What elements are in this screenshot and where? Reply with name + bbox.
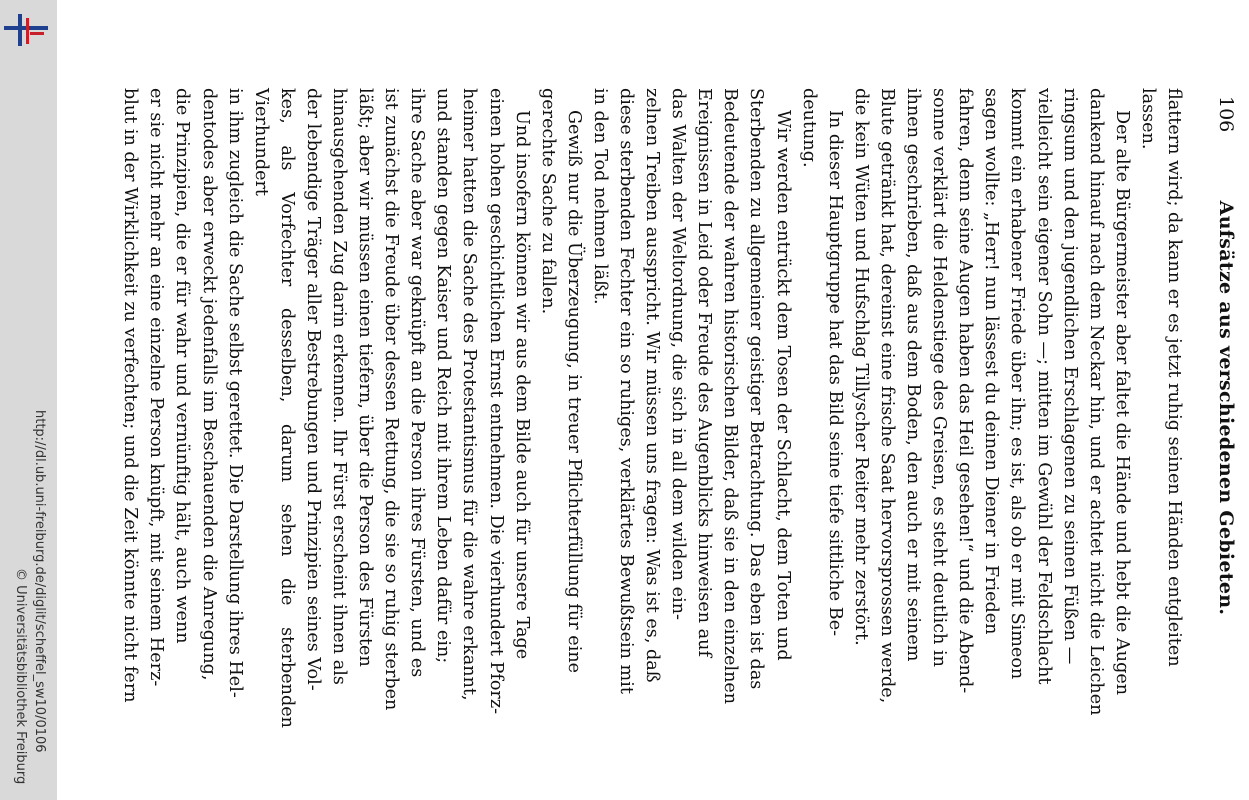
text-line: deutung. xyxy=(798,88,819,168)
text-line: ringsum und den jugendlichen Erschlagenen zu seinen Füßen — xyxy=(1059,88,1080,665)
text-line: ihre Sache aber war geknüpft an die Person ihres Fürsten, und es xyxy=(407,88,428,678)
text-line: die kein Wüten und Hufschlag Tillyscher Reiter mehr zerstört. xyxy=(850,88,871,646)
text-line: der lebendige Träger aller Bestrebungen und Prinzipien seines Vol- xyxy=(302,88,323,691)
text-line: Und insofern können wir aus dem Bilde auch für unsere Tage xyxy=(511,110,532,660)
text-line: ihnen geschrieben, daß aus dem Boden, den auch er mit seinem xyxy=(903,88,924,662)
text-line: einen hohen geschichtlichen Ernst entnehmen. Die vierhundert Pforz- xyxy=(485,88,506,715)
text-line: Blute getränkt hat, dereinst eine frische Saat hervorsprossen werde, xyxy=(876,88,897,704)
library-logo-icon xyxy=(4,12,48,48)
page-number: 106 xyxy=(1215,96,1237,133)
running-head: Aufsätze aus verschiedenen Gebieten. xyxy=(1215,200,1237,616)
text-line: in ihm zugleich die Sache selbst gerettet. Die Darstellung ihres Hel- xyxy=(224,88,245,698)
text-line: hinausgehenden Zug darin erkennen. Ihr Fürst erscheint ihnen als xyxy=(329,88,349,685)
text-line: Ereignissen in Leid oder Freude des Augenblicks hinweisen auf xyxy=(694,88,715,658)
text-line: dankend hinauf nach dem Neckar hin, und er achtet nicht die Leichen xyxy=(1085,88,1106,716)
scanned-page xyxy=(57,0,1249,800)
text-line: sagen wollte: „Herr! nun lässest du deinen Diener in Frieden xyxy=(981,88,1002,635)
text-line: das Walten der Weltordnung, die sich in all dem wilden ein- xyxy=(668,88,689,620)
text-line: Bedeutende der wahren historischen Bilder, daß sie in den einzelnen xyxy=(720,88,741,705)
text-line: Gewiß nur die Überzeugung, in treuer Pflichterfüllung für eine xyxy=(563,110,584,674)
text-line: sonne verklärt die Heldenstiege des Greisen, es steht deutlich in xyxy=(929,88,950,667)
text-line: diese sterbenden Fechter ein so ruhiges, verklärtes Bewußtsein mit xyxy=(616,88,637,694)
text-line: lassen. xyxy=(1137,88,1158,150)
page-content xyxy=(120,88,1237,728)
text-line: In dieser Hauptgruppe hat das Bild seine tiefe sittliche Be- xyxy=(824,110,845,637)
text-line: er sie nicht mehr an eine einzelne Person knüpft, mit seinem Herz- xyxy=(146,88,167,687)
text-line: Der alte Bürgermeister aber faltet die Hände und hebt die Augen xyxy=(1111,110,1132,696)
text-line: vielleicht sein eigener Sohn —; mitten im Gewühl der Feldschlacht xyxy=(1033,88,1054,685)
text-line: Wir werden entrückt dem Tosen der Schlacht, dem Toten und xyxy=(772,110,793,661)
text-line: heimer hatten die Sache des Protestantismus für die wahre erkannt, xyxy=(459,88,480,701)
text-line: kommt ein erhabener Friede über ihn; es ist, als ob er mit Simeon xyxy=(1007,88,1028,680)
text-line: gerechte Sache zu fallen. xyxy=(537,88,558,315)
text-line: und standen gegen Kaiser und Reich mit ihrem Leben dafür ein; xyxy=(433,88,454,664)
copyright-notice: © Universitätsbibliothek Freiburg xyxy=(13,568,28,785)
sidebar xyxy=(0,0,57,800)
text-line: läßt; aber wir müssen einen tiefern, über die Person des Fürsten xyxy=(355,88,376,667)
text-line: dentodes aber erweckt jedenfalls im Beschauenden die Anregung, xyxy=(198,88,219,681)
page-body xyxy=(117,88,1187,728)
page-header xyxy=(1211,88,1237,728)
text-line: Sterbenden zu allgemeiner geistiger Betrachtung. Das eben ist das xyxy=(746,88,767,690)
text-line: kes, als Vorfechter desselben, darum sehen die sterbenden Vierhundert xyxy=(250,88,297,728)
text-line: flattern wird; da kann er es jetzt ruhig seinen Händen entgleiten xyxy=(1164,88,1184,667)
text-line: in den Tod nehmen läßt. xyxy=(589,88,610,305)
text-line: die Prinzipien, die er für wahr und vernünftig hält, auch wenn xyxy=(172,88,193,644)
text-line: ist zunächst die Freude über dessen Rettung, die sie so ruhig sterben xyxy=(381,88,402,711)
source-url[interactable]: http://dl.ub.uni-freiburg.de/diglit/scheffel_sw10/0106 xyxy=(32,410,47,753)
text-line: fahren, denn seine Augen haben das Heil gesehen!“ und die Abend- xyxy=(955,88,976,694)
text-line: blut in der Wirklichkeit zu verfechten; und die Zeit könnte nicht fern xyxy=(120,88,141,703)
text-line: zelnen Treiben ausspricht. Wir müssen uns fragen: Was ist es, daß xyxy=(642,88,663,683)
